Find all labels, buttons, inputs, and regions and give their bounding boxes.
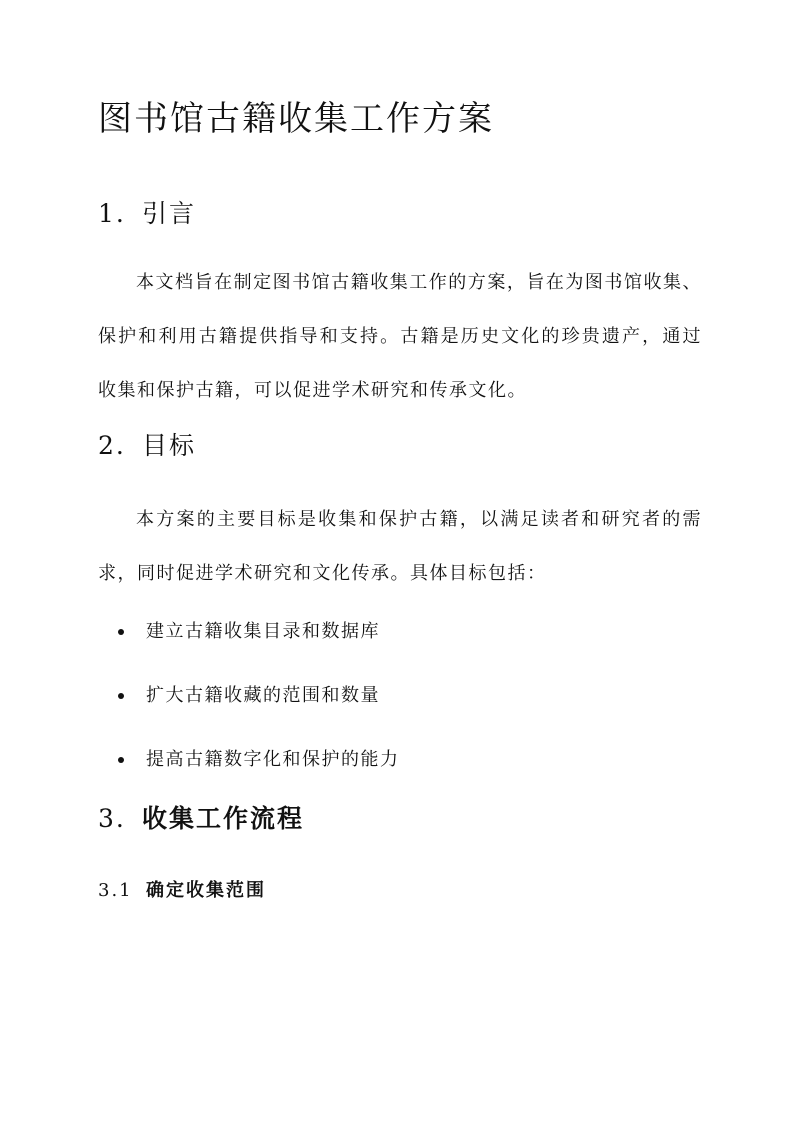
list-item-text: 建立古籍收集目录和数据库 <box>146 621 380 642</box>
subsection-number: 3.1 <box>98 880 133 901</box>
list-item <box>98 682 400 746</box>
bullet-icon <box>118 757 124 763</box>
bullet-icon <box>118 693 124 699</box>
section-title: 收集工作流程 <box>142 804 305 833</box>
section-title: 引言 <box>142 199 197 228</box>
list-item <box>98 618 400 682</box>
introduction-paragraph: 本文档旨在制定图书馆古籍收集工作的方案，旨在为图书馆收集、保护和利用古籍提供指导和支持。古籍是历史文化的珍贵遗产，通过收集和保护古籍，可以促进学术研究和传承文化。 <box>98 272 702 401</box>
section-heading-goals <box>98 428 196 464</box>
subsection-title: 确定收集范围 <box>146 880 266 901</box>
section-number: 1. <box>98 199 126 228</box>
document-title: 图书馆古籍收集工作方案 <box>98 99 494 139</box>
list-item-text: 提高古籍数字化和保护的能力 <box>146 749 400 770</box>
list-item-text: 扩大古籍收藏的范围和数量 <box>146 685 380 706</box>
section-title: 目标 <box>142 431 197 460</box>
bullet-icon <box>118 629 124 635</box>
section-number: 2. <box>98 431 126 460</box>
section-heading-workflow <box>98 801 304 837</box>
section-heading-introduction <box>98 196 196 232</box>
subsection-heading-scope <box>98 877 266 905</box>
goals-bullet-list <box>98 618 400 810</box>
section-number: 3. <box>98 804 126 833</box>
goals-paragraph: 本方案的主要目标是收集和保护古籍，以满足读者和研究者的需求，同时促进学术研究和文化传承。具体目标包括： <box>98 509 702 584</box>
